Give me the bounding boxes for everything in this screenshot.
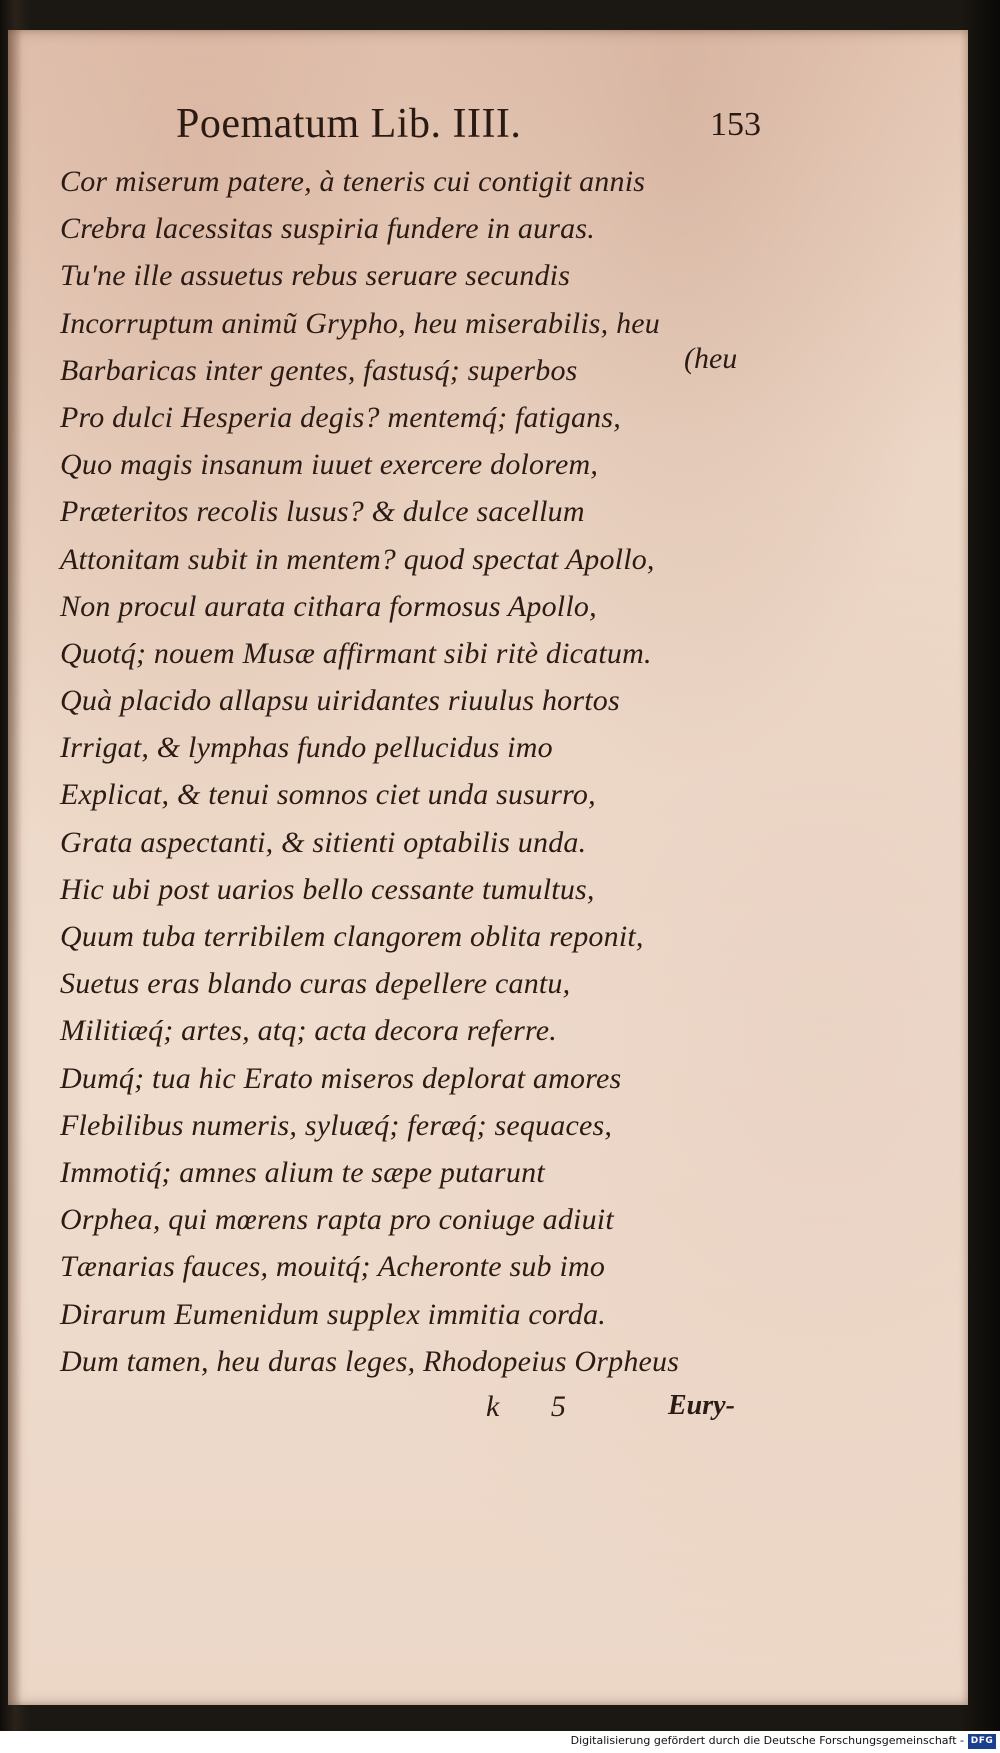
signature-mark: k 5 [486, 1390, 588, 1423]
verse-line: Crebra lacessitas suspiria fundere in auras. [60, 212, 595, 246]
running-head: Poematum Lib. IIII. [176, 101, 522, 147]
verse-line: Grata aspectanti, & sitienti optabilis unda. [60, 825, 587, 859]
verse-line: Barbaricas inter gentes, fastusq́; superbos [60, 353, 578, 387]
verse-line: Explicat, & tenui somnos ciet unda susurro, [60, 778, 596, 812]
verse-line: Quum tuba terribilem clangorem oblita reponit, [60, 920, 644, 953]
verse-line: Irrigat, & lymphas fundo pellucidus imo [60, 731, 553, 765]
footer-bar [0, 1731, 1000, 1753]
verse-block [60, 158, 760, 1385]
verse-line: Orphea, qui mœrens rapta pro coniuge adiuit [60, 1203, 614, 1237]
verse-line: Quo magis insanum iuuet exercere dolorem, [60, 448, 599, 482]
verse-line: Præteritos recolis lusus? & dulce sacellum [60, 495, 585, 529]
verse-line: Attonitam subit in mentem? quod spectat Apollo, [60, 542, 655, 576]
verse-line: Immotiq́; amnes alium te sæpe putarunt [60, 1155, 545, 1189]
verse-line: Dumq́; tua hic Erato miseros deplorat amores [60, 1061, 622, 1095]
verse-line: Incorruptum animũ Grypho, heu miserabilis, heu [60, 306, 660, 340]
verse-line: Militiæq́; artes, atq; acta decora referre. [60, 1014, 557, 1048]
catchword: Eury- [668, 1390, 735, 1421]
verse-line: Suetus eras blando curas depellere cantu, [60, 967, 571, 1001]
verse-line: Flebilibus numeris, syluæq́; feræq́; sequaces, [60, 1108, 613, 1142]
page-gutter-shadow [8, 30, 22, 1705]
verse-line: Pro dulci Hesperia degis? mentemq́; fatigans, [60, 400, 621, 434]
verse-line: Cor miserum patere, à teneris cui contigit annis [60, 165, 646, 198]
dfg-logo-icon[interactable]: DFG [968, 1734, 996, 1749]
funding-credit: Digitalisierung gefördert durch die Deutsche Forschungsgemeinschaft - [570, 1734, 964, 1747]
verse-line: Dirarum Eumenidum supplex immitia corda. [60, 1297, 607, 1331]
verse-line: Quotq́; nouem Musæ affirmant sibi ritè dicatum. [60, 636, 652, 670]
page-number: 153 [710, 106, 761, 143]
verse-line: Non procul aurata cithara formosus Apollo, [60, 589, 597, 623]
verse-line: Dum tamen, heu duras leges, Rhodopeius Orpheus [60, 1344, 680, 1378]
verse-line: Tænarias fauces, mouitq́; Acheronte sub imo [60, 1250, 606, 1284]
verse-overflow-note: (heu [684, 342, 738, 375]
verse-line: Hic ubi post uarios bello cessante tumultus, [60, 872, 595, 906]
verse-line: Tu'ne ille assuetus rebus seruare secundis [60, 259, 571, 293]
verse-line: Quà placido allapsu uiridantes riuulus hortos [60, 684, 620, 718]
